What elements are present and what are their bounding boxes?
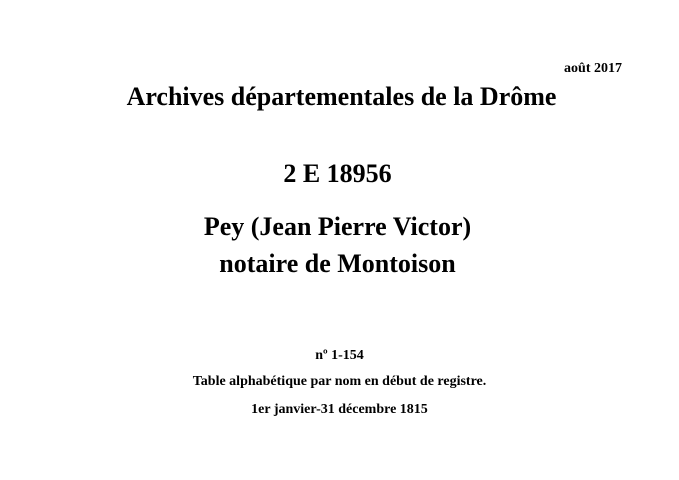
archive-cote: 2 E 18956	[283, 159, 392, 188]
document-date: août 2017	[564, 61, 622, 76]
notary-role: notaire de Montoison	[219, 249, 456, 278]
institution-title: Archives départementales de la Drôme	[126, 82, 557, 111]
register-description: Table alphabétique par nom en début de registre.	[192, 374, 487, 389]
notary-name: Pey (Jean Pierre Victor)	[203, 212, 472, 241]
act-numbers: nº 1-154	[315, 348, 364, 363]
date-range: 1er janvier-31 décembre 1815	[251, 402, 428, 417]
